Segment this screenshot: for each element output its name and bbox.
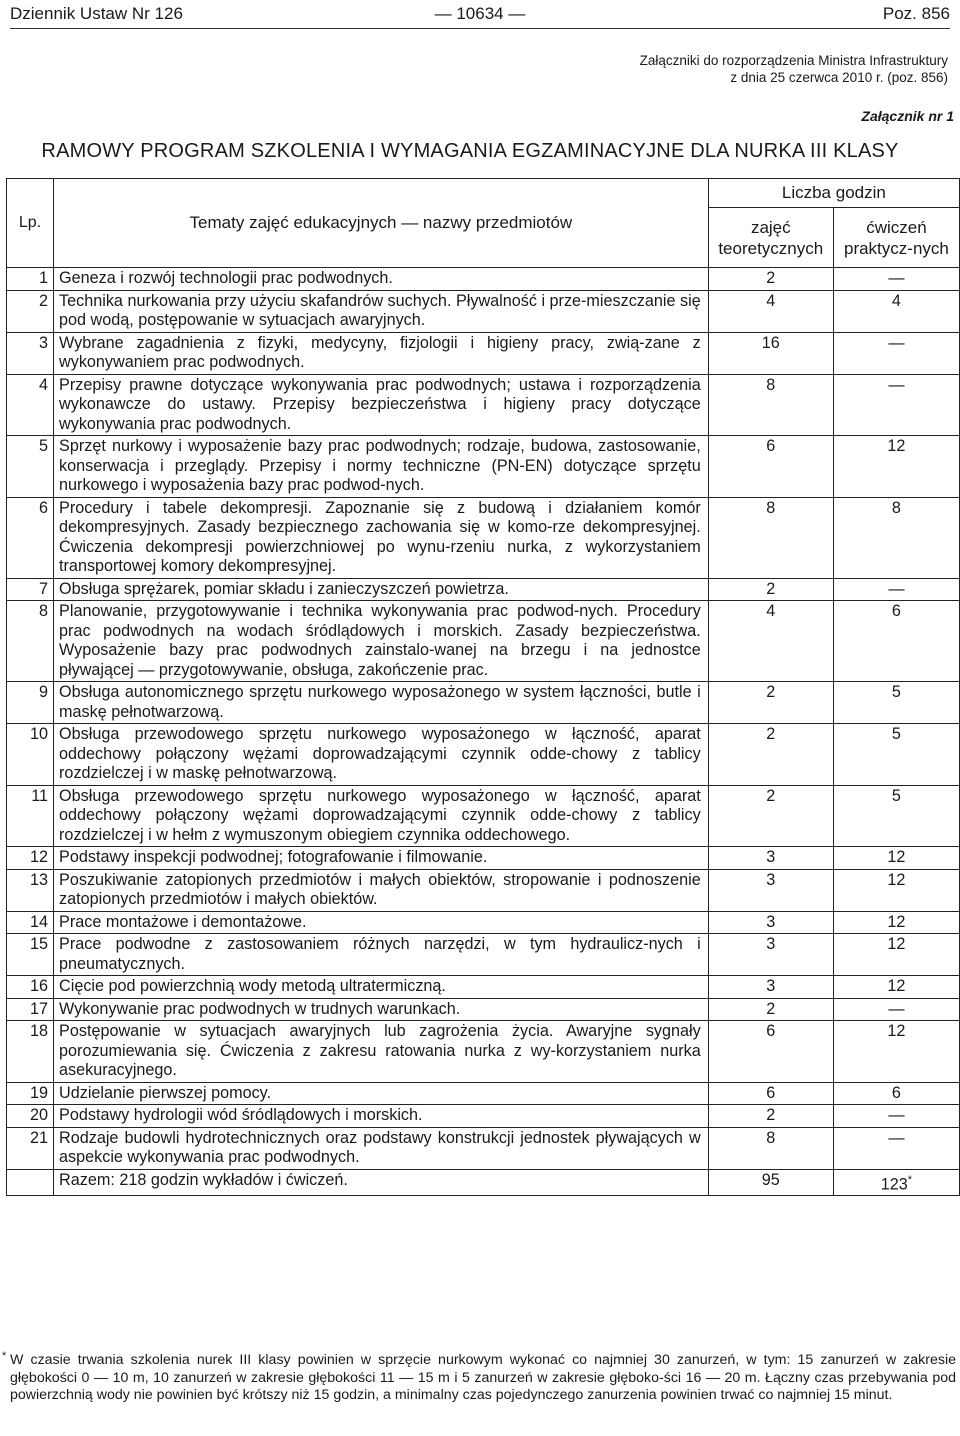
row-theory-hours: 3: [708, 934, 833, 976]
row-topic: Podstawy hydrologii wód śródlądowych i morskich.: [54, 1105, 709, 1128]
row-theory-hours: 2: [708, 578, 833, 601]
table-row: [7, 268, 960, 291]
row-practice-hours: —: [833, 578, 959, 601]
row-topic: Obsługa przewodowego sprzętu nurkowego wyposażonego w łączność, aparat oddechowy połączony wężami doprowadzającymi czynnik odde-chowy z tablicy rozdzielczej i w maskę pełnotwarzową.: [54, 724, 709, 786]
table-row: [7, 976, 960, 999]
table-row: [7, 998, 960, 1021]
total-label: Razem: 218 godzin wykładów i ćwiczeń.: [54, 1169, 709, 1196]
total-row: [7, 1169, 960, 1196]
annex-line-2: z dnia 25 czerwca 2010 r. (poz. 856): [730, 70, 948, 85]
total-theory: 95: [708, 1169, 833, 1196]
table-row: [7, 374, 960, 436]
footnote-text: W czasie trwania szkolenia nurek III klasy powinien w sprzęcie nurkowym wykonać co najmniej 30 zanurzeń, w tym: 15 zanurzeń w zakresie głębokości 0 — 10 m, 10 zanurzeń w zakresie głębokości 11 — 15 m i 5 zanurzeń w zakresie głęboko-ści 16 — 20 m. Łączny czas przebywania pod powierzchnią wody nie powinien być krótszy niż 15 godzin, a minimalny czas pojedynczego zanurzenia powinien trwać co najmniej 15 minut.: [10, 1352, 956, 1403]
total-footnote-mark: *: [907, 1173, 913, 1186]
table-row: [7, 601, 960, 682]
row-number: 1: [7, 268, 54, 291]
row-topic: Postępowanie w sytuacjach awaryjnych lub zagrożenia życia. Awaryjne sygnały porozumiewania się. Ćwiczenia z zakresu ratowania nurka z wy-korzystaniem nurka asekuracyjnego.: [54, 1021, 709, 1083]
header-topic: Tematy zajęć edukacyjnych — nazwy przedmiotów: [54, 179, 709, 268]
row-practice-hours: 5: [833, 682, 959, 724]
footnote-mark: *: [2, 1350, 7, 1362]
row-topic: Obsługa przewodowego sprzętu nurkowego wyposażonego w łączność, aparat oddechowy połączony wężami doprowadzającymi czynnik odde-chowy z tablicy rozdzielczej i w hełm z wymuszonym obiegiem czynnika oddechowego.: [54, 785, 709, 847]
row-topic: Cięcie pod powierzchnią wody metodą ultratermiczną.: [54, 976, 709, 999]
row-practice-hours: 12: [833, 934, 959, 976]
item-position: Poz. 856: [882, 4, 950, 23]
row-number: 6: [7, 497, 54, 578]
row-topic: Obsługa sprężarek, pomiar składu i zanieczyszczeń powietrza.: [54, 578, 709, 601]
row-practice-hours: 12: [833, 976, 959, 999]
row-topic: Sprzęt nurkowy i wyposażenie bazy prac podwodnych; rodzaje, budowa, zastosowanie, konserwacja i przeglądy. Przepisy i normy techniczne (PN-EN) dotyczące sprzętu nurkowego i wyposażenia bazy prac podwod-nych.: [54, 436, 709, 498]
table-row: [7, 578, 960, 601]
row-topic: Procedury i tabele dekompresji. Zapoznanie się z budową i działaniem komór dekompresyjnych. Zasady bezpiecznego zachowania się w komo-rze dekompresyjnej. Ćwiczenia dekompresji powierzchniowej po wynu-rzeniu nurka, z wykorzystaniem transportowej komory dekompresyjnej.: [54, 497, 709, 578]
row-number: 3: [7, 332, 54, 374]
table-row: [7, 724, 960, 786]
row-practice-hours: 5: [833, 785, 959, 847]
row-practice-hours: —: [833, 1105, 959, 1128]
row-topic: Wykonywanie prac podwodnych w trudnych warunkach.: [54, 998, 709, 1021]
row-practice-hours: —: [833, 998, 959, 1021]
row-number: 2: [7, 290, 54, 332]
row-topic: Poszukiwanie zatopionych przedmiotów i małych obiektów, stropowanie i podnoszenie zatopionych przedmiotów i małych obiektów.: [54, 869, 709, 911]
program-table: [6, 178, 960, 1196]
row-practice-hours: 12: [833, 436, 959, 498]
row-number: 11: [7, 785, 54, 847]
table-row: [7, 785, 960, 847]
row-number: 17: [7, 998, 54, 1021]
row-number: 5: [7, 436, 54, 498]
table-row: [7, 847, 960, 870]
row-practice-hours: 8: [833, 497, 959, 578]
row-practice-hours: 4: [833, 290, 959, 332]
row-theory-hours: 4: [708, 601, 833, 682]
row-number: 10: [7, 724, 54, 786]
row-topic: Prace podwodne z zastosowaniem różnych narzędzi, w tym hydraulicz-nych i pneumatycznych.: [54, 934, 709, 976]
row-number: 14: [7, 911, 54, 934]
row-topic: Obsługa autonomicznego sprzętu nurkowego wyposażonego w system łączności, butle i maskę pełnotwarzową.: [54, 682, 709, 724]
row-theory-hours: 6: [708, 1021, 833, 1083]
row-theory-hours: 6: [708, 436, 833, 498]
table-row: [7, 332, 960, 374]
row-theory-hours: 16: [708, 332, 833, 374]
table-row: [7, 934, 960, 976]
header-rule: [10, 28, 950, 29]
row-theory-hours: 2: [708, 682, 833, 724]
page-number: — 10634 —: [434, 4, 526, 23]
table-row: [7, 1021, 960, 1083]
row-practice-hours: 12: [833, 847, 959, 870]
table-row: [7, 1105, 960, 1128]
table-row: [7, 1127, 960, 1169]
row-theory-hours: 2: [708, 1105, 833, 1128]
annex-number: Załącznik nr 1: [861, 108, 954, 124]
row-number: 9: [7, 682, 54, 724]
document-title: RAMOWY PROGRAM SZKOLENIA I WYMAGANIA EGZAMINACYJNE DLA NURKA III KLASY: [41, 140, 899, 162]
table-row: [7, 497, 960, 578]
row-topic: Technika nurkowania przy użyciu skafandrów suchych. Pływalność i prze-mieszczanie się pod wodą, postępowanie w sytuacjach awaryjnych.: [54, 290, 709, 332]
total-practice: 123: [880, 1174, 908, 1193]
row-number: 7: [7, 578, 54, 601]
row-practice-hours: 12: [833, 911, 959, 934]
row-practice-hours: 12: [833, 1021, 959, 1083]
annex-line-1: Załączniki do rozporządzenia Ministra Infrastruktury: [639, 53, 948, 68]
row-number: 18: [7, 1021, 54, 1083]
row-topic: Przepisy prawne dotyczące wykonywania prac podwodnych; ustawa i rozporządzenia wykonawcze do ustawy. Przepisy bezpieczeństwa i higieny pracy dotyczące wykonywania prac podwodnych.: [54, 374, 709, 436]
row-practice-hours: 6: [833, 1082, 959, 1105]
header-theory: zajęć teoretycznych: [708, 208, 833, 268]
row-number: 19: [7, 1082, 54, 1105]
table-row: [7, 1082, 960, 1105]
row-topic: Wybrane zagadnienia z fizyki, medycyny, fizjologii i higieny pracy, zwią-zane z wykonywaniem prac podwodnych.: [54, 332, 709, 374]
row-practice-hours: 5: [833, 724, 959, 786]
row-practice-hours: —: [833, 268, 959, 291]
row-practice-hours: —: [833, 332, 959, 374]
header-hours: Liczba godzin: [708, 179, 959, 208]
row-theory-hours: 8: [708, 374, 833, 436]
row-practice-hours: 12: [833, 869, 959, 911]
row-number: 13: [7, 869, 54, 911]
row-number: 16: [7, 976, 54, 999]
row-theory-hours: 8: [708, 1127, 833, 1169]
row-theory-hours: 2: [708, 998, 833, 1021]
row-topic: Rodzaje budowli hydrotechnicznych oraz podstawy konstrukcji jednostek pływających w aspekcie wykonywania prac podwodnych.: [54, 1127, 709, 1169]
row-practice-hours: —: [833, 1127, 959, 1169]
row-practice-hours: —: [833, 374, 959, 436]
row-theory-hours: 3: [708, 869, 833, 911]
row-topic: Geneza i rozwój technologii prac podwodnych.: [54, 268, 709, 291]
row-number: 21: [7, 1127, 54, 1169]
table-row: [7, 911, 960, 934]
row-theory-hours: 2: [708, 785, 833, 847]
table-row: [7, 682, 960, 724]
total-practice-cell: [833, 1169, 959, 1196]
row-number: 15: [7, 934, 54, 976]
table-body: [7, 268, 960, 1170]
row-number: 12: [7, 847, 54, 870]
row-number: 8: [7, 601, 54, 682]
header-practice: ćwiczeń praktycz-nych: [833, 208, 959, 268]
row-theory-hours: 3: [708, 976, 833, 999]
table-row: [7, 436, 960, 498]
row-topic: Prace montażowe i demontażowe.: [54, 911, 709, 934]
journal-name: Dziennik Ustaw Nr 126: [10, 4, 183, 23]
row-topic: Planowanie, przygotowywanie i technika wykonywania prac podwod-nych. Procedury prac podwodnych na wodach śródlądowych i morskich. Zasady bezpieczeństwa. Wyposażenie bazy prac podwodnych zainstalo-wanej na brzegu i na jednostce pływającej — przygotowywanie, obsługa, zakończenie prac.: [54, 601, 709, 682]
row-topic: Udzielanie pierwszej pomocy.: [54, 1082, 709, 1105]
row-theory-hours: 2: [708, 268, 833, 291]
row-practice-hours: 6: [833, 601, 959, 682]
row-theory-hours: 3: [708, 847, 833, 870]
annex-reference: [640, 52, 948, 86]
table-row: [7, 290, 960, 332]
header-lp: Lp.: [7, 179, 54, 268]
row-theory-hours: 6: [708, 1082, 833, 1105]
row-topic: Podstawy inspekcji podwodnej; fotografowanie i filmowanie.: [54, 847, 709, 870]
row-theory-hours: 4: [708, 290, 833, 332]
row-theory-hours: 8: [708, 497, 833, 578]
total-lp-cell: [7, 1169, 54, 1196]
row-theory-hours: 2: [708, 724, 833, 786]
row-number: 20: [7, 1105, 54, 1128]
table-row: [7, 869, 960, 911]
page-header: [10, 4, 950, 30]
row-number: 4: [7, 374, 54, 436]
footnote: [2, 1350, 956, 1405]
row-theory-hours: 3: [708, 911, 833, 934]
